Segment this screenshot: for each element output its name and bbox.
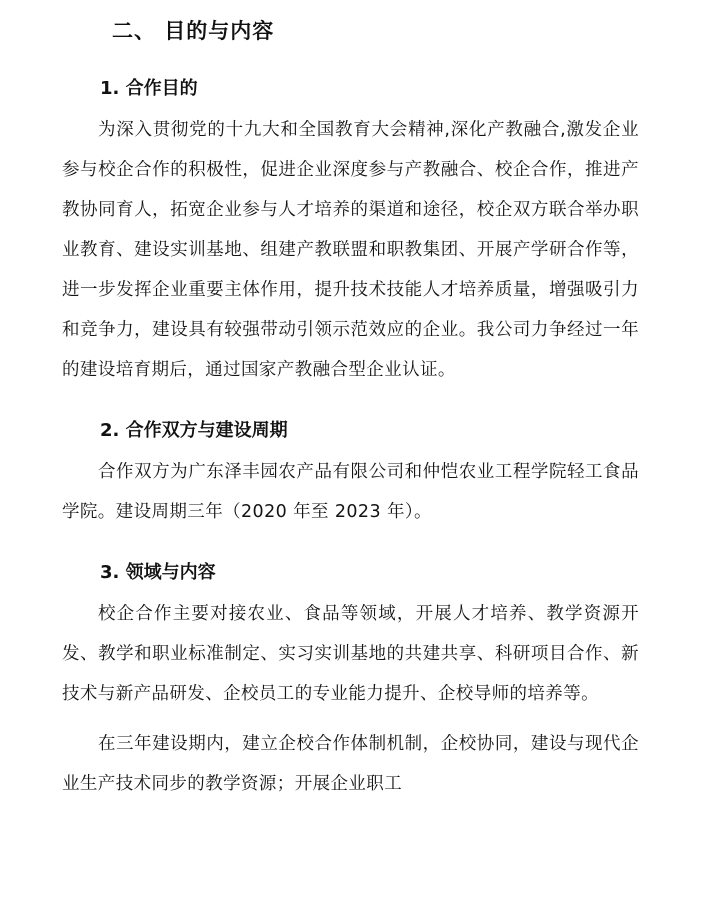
paragraph-1-1: 为深入贯彻党的十九大和全国教育大会精神,深化产教融合,激发企业参与校企合作的积极性，促进企业深度参与产教融合、校企合作，推进产教协同育人，拓宽企业参与人才培养的渠道和途径，校企双方联合举办职业教育、建设实训基地、组建产教联盟和职教集团、开展产学研合作等，进一步发挥企业重要主体作用，提升技术技能人才培养质量，增强吸引力和竞争力，建设具有较强带动引领示范效应的企业。我公司力争经过一年的建设培育期后，通过国家产教融合型企业认证。 — [62, 120, 639, 380]
subsection-heading-2: 2. 合作双方与建设周期 — [100, 420, 288, 441]
document-page — [0, 14, 701, 918]
paragraph-2-1: 合作双方为广东泽丰园农产品有限公司和仲恺农业工程学院轻工食品学院。建设周期三年（2020 年至 2023 年）。 — [62, 462, 639, 522]
subsection-heading-3: 3. 领域与内容 — [100, 562, 216, 583]
page-title: 二、 目的与内容 — [112, 19, 275, 43]
paragraph-3-1: 校企合作主要对接农业、食品等领域，开展人才培养、教学资源开发、教学和职业标准制定、实习实训基地的共建共享、科研项目合作、新技术与新产品研发、企校员工的专业能力提升、企校导师的培养等。 — [62, 604, 639, 704]
subsection-heading-1: 1. 合作目的 — [100, 78, 198, 99]
paragraph-3-2: 在三年建设期内，建立企校合作体制机制，企校协同，建设与现代企业生产技术同步的教学资源；开展企业职工 — [62, 734, 639, 794]
